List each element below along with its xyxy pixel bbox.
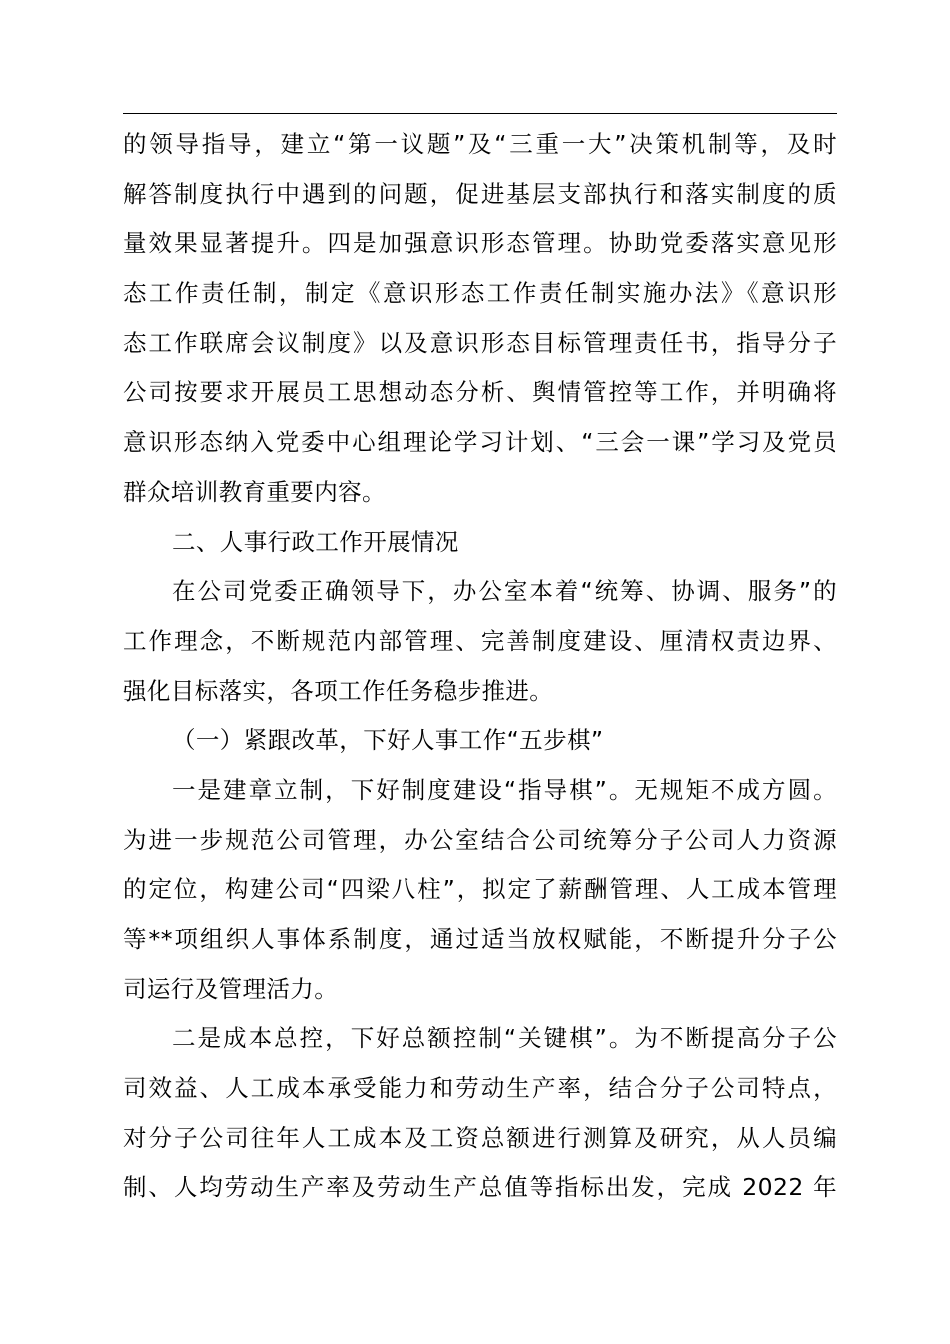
header-rule xyxy=(123,113,837,114)
text-line-18: 司运行及管理活力。 xyxy=(123,974,339,1003)
section-heading: 二、人事行政工作开展情况 xyxy=(172,527,459,556)
text-line-3: 量效果显著提升。四是加强意识形态管理。协助党委落实意见形 xyxy=(123,229,837,258)
text-line-10: 在公司党委正确领导下，办公室本着“统筹、协调、服务”的 xyxy=(172,577,837,606)
text-line-19: 二是成本总控，下好总额控制“关键棋”。为不断提高分子公 xyxy=(172,1024,837,1053)
text-line-4: 态工作责任制，制定《意识形态工作责任制实施办法》《意识形 xyxy=(123,279,837,308)
text-line-1: 的领导指导，建立“第一议题”及“三重一大”决策机制等，及时 xyxy=(123,130,837,158)
text-line-11: 工作理念，不断规范内部管理、完善制度建设、厘清权责边界、 xyxy=(123,626,837,655)
text-line-15: 为进一步规范公司管理，办公室结合公司统筹分子公司人力资源 xyxy=(123,825,837,854)
text-line-17: 等**项组织人事体系制度，通过适当放权赋能，不断提升分子公 xyxy=(123,925,837,953)
body-text xyxy=(123,120,837,1213)
text-line-5: 态工作联席会议制度》以及意识形态目标管理责任书，指导分子 xyxy=(123,328,837,357)
text-line-6: 公司按要求开展员工思想动态分析、舆情管控等工作，并明确将 xyxy=(123,378,837,407)
text-line-2: 解答制度执行中遇到的问题，促进基层支部执行和落实制度的质 xyxy=(123,179,837,208)
text-line-14: 一是建章立制，下好制度建设“指导棋”。无规矩不成方圆。 xyxy=(172,775,837,804)
text-line-12: 强化目标落实，各项工作任务稳步推进。 xyxy=(123,676,554,705)
text-line-8: 群众培训教育重要内容。 xyxy=(123,477,386,506)
text-line-16: 的定位，构建公司“四梁八柱”，拟定了薪酬管理、人工成本管理 xyxy=(123,875,837,904)
text-line-7: 意识形态纳入党委中心组理论学习计划、“三会一课”学习及党员 xyxy=(123,428,837,457)
text-line-20: 司效益、人工成本承受能力和劳动生产率，结合分子公司特点， xyxy=(123,1074,837,1103)
text-line-21: 对分子公司往年人工成本及工资总额进行测算及研究，从人员编 xyxy=(123,1123,837,1152)
text-line-22: 制、人均劳动生产率及劳动生产总值等指标出发，完成 2022 年 xyxy=(123,1173,837,1202)
subsection-heading: （一）紧跟改革，下好人事工作“五步棋” xyxy=(172,726,604,755)
